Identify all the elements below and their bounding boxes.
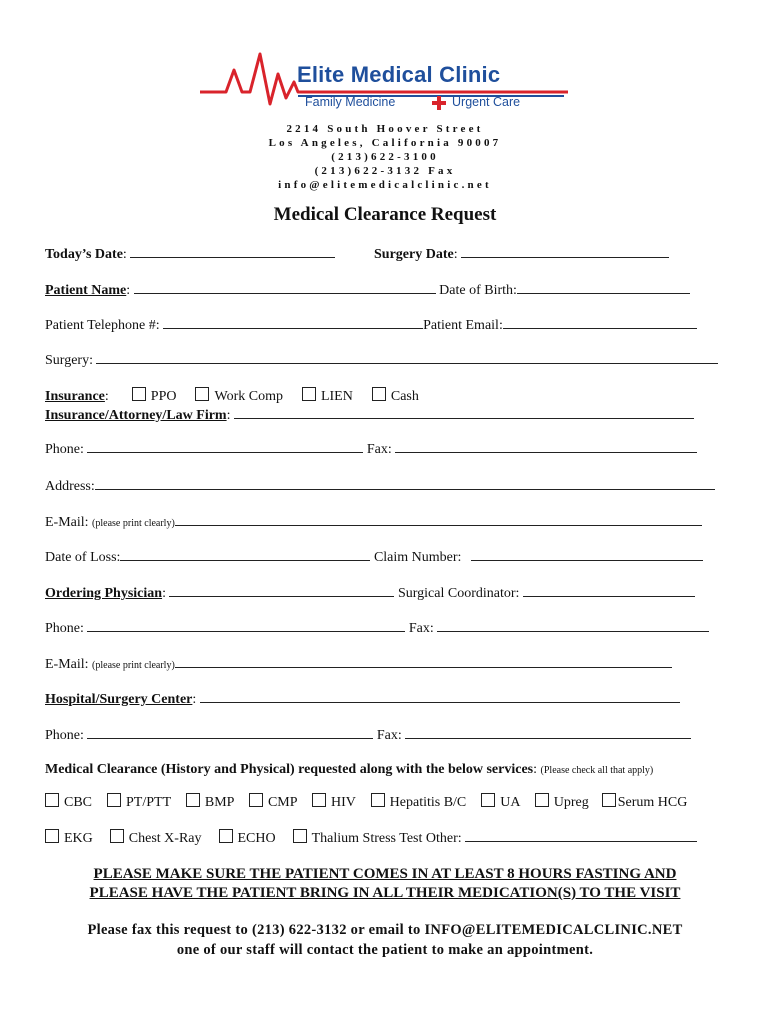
address-street: 2214 South Hoover Street <box>286 123 484 135</box>
fax-instruction-line-2: one of our staff will contact the patient to make an appointment. <box>176 942 594 958</box>
thalium-stress-test-checkbox[interactable] <box>293 829 307 843</box>
ekg-checkbox[interactable] <box>45 829 59 843</box>
clinic-fax: (213)622-3132 Fax <box>314 165 456 177</box>
cbc-label: CBC <box>64 795 93 810</box>
services-row-1 <box>45 793 687 811</box>
logo-subtitle-family-medicine: Family Medicine <box>305 95 396 109</box>
ua-checkbox[interactable] <box>481 793 495 807</box>
patient-name-row: Patient Name: Date of Birth: <box>45 281 690 299</box>
ordering-physician-field[interactable] <box>169 584 394 597</box>
logo-title: Elite Medical Clinic <box>297 62 501 87</box>
hospital-phone-label: Phone: <box>45 728 84 743</box>
chest-xray-checkbox[interactable] <box>110 829 124 843</box>
surgery-date-row: Surgery Date: <box>374 245 669 263</box>
patient-telephone-label: Patient Telephone #: <box>45 318 160 333</box>
patient-name-field[interactable] <box>134 281 436 294</box>
lien-checkbox[interactable] <box>302 387 316 401</box>
surgical-coordinator-field[interactable] <box>523 584 695 597</box>
echo-label: ECHO <box>237 831 276 846</box>
firm-email-label: E-Mail: <box>45 515 89 530</box>
hospital-phone-row <box>45 726 691 744</box>
work-comp-checkbox[interactable] <box>195 387 209 401</box>
lien-label: LIEN <box>320 389 353 404</box>
other-label: Other: <box>425 831 462 846</box>
address-city: Los Angeles, California 90007 <box>268 137 502 149</box>
cash-label: Cash <box>390 389 419 404</box>
hospital-label: Hospital/Surgery Center <box>45 692 193 707</box>
echo-checkbox[interactable] <box>219 829 233 843</box>
insurance-firm-row: Insurance/Attorney/Law Firm: <box>45 406 694 424</box>
serum-hcg-checkbox[interactable] <box>602 793 616 807</box>
dob-label: Date of Birth: <box>439 283 517 298</box>
cmp-label: CMP <box>267 795 298 810</box>
firm-phone-row <box>45 440 697 458</box>
firm-phone-field[interactable] <box>87 440 363 453</box>
dob-field[interactable] <box>517 281 690 294</box>
hospital-field[interactable] <box>200 690 680 703</box>
patient-email-field[interactable] <box>503 316 697 329</box>
patient-name-label: Patient Name <box>45 283 127 298</box>
date-of-loss-label: Date of Loss: <box>45 550 121 565</box>
fax-instruction-line-1: Please fax this request to (213) 622-3132 or email to INFO@ELITEMEDICALCLINIC.NET <box>87 922 683 938</box>
physician-phone-row <box>45 619 709 637</box>
surgery-label: Surgery: <box>45 353 93 368</box>
work-comp-label: Work Comp <box>214 389 283 404</box>
clinic-email: info@elitemedicalclinic.net <box>278 179 492 191</box>
pt-ptt-checkbox[interactable] <box>107 793 121 807</box>
fasting-notice-line-1: PLEASE MAKE SURE THE PATIENT COMES IN AT LEAST 8 HOURS FASTING AND <box>93 866 677 882</box>
insurance-firm-field[interactable] <box>234 406 694 419</box>
logo-subtitle-urgent-care: Urgent Care <box>452 95 521 109</box>
claim-number-field[interactable] <box>471 548 703 561</box>
insurance-label: Insurance <box>45 389 105 404</box>
pt-ptt-label: PT/PTT <box>126 795 171 810</box>
address-label: Address: <box>45 479 95 494</box>
insurance-firm-label: Insurance/Attorney/Law Firm <box>45 408 227 423</box>
surgery-date-field[interactable] <box>461 245 669 258</box>
chest-xray-label: Chest X-Ray <box>128 831 202 846</box>
surgery-date-label: Surgery Date <box>374 247 454 262</box>
date-of-loss-field[interactable] <box>120 548 370 561</box>
bmp-label: BMP <box>204 795 234 810</box>
address-row <box>45 477 715 495</box>
clinic-phone: (213)622-3100 <box>331 151 439 163</box>
surgery-row <box>45 351 718 369</box>
services-note: (Please check all that apply) <box>540 765 654 776</box>
todays-date-row: Today’s Date: <box>45 245 335 263</box>
surgical-coordinator-label: Surgical Coordinator: <box>397 586 520 601</box>
thalium-stress-test-label: Thalium Stress Test <box>311 831 423 846</box>
address-field[interactable] <box>95 477 715 490</box>
physician-fax-field[interactable] <box>437 619 709 632</box>
ppo-checkbox[interactable] <box>132 387 146 401</box>
firm-email-row <box>45 513 702 532</box>
surgery-field[interactable] <box>96 351 718 364</box>
hospital-phone-field[interactable] <box>87 726 373 739</box>
date-of-loss-row <box>45 548 703 566</box>
hepatitis-checkbox[interactable] <box>371 793 385 807</box>
bmp-checkbox[interactable] <box>186 793 200 807</box>
hospital-fax-label: Fax: <box>376 728 402 743</box>
physician-fax-label: Fax: <box>408 621 434 636</box>
hospital-fax-field[interactable] <box>405 726 691 739</box>
hiv-checkbox[interactable] <box>312 793 326 807</box>
serum-hcg-label: Serum HCG <box>617 795 688 810</box>
patient-telephone-field[interactable] <box>163 316 423 329</box>
firm-fax-label: Fax: <box>366 442 392 457</box>
physician-email-field[interactable] <box>175 655 672 668</box>
upreg-label: Upreg <box>553 795 589 810</box>
ordering-physician-label: Ordering Physician <box>45 586 163 601</box>
ua-label: UA <box>500 795 520 810</box>
services-heading-row: Medical Clearance (History and Physical) requested along with the below services: (Please check all that apply) <box>45 762 654 777</box>
ppo-label: PPO <box>150 389 177 404</box>
todays-date-label: Today’s Date <box>45 247 123 262</box>
hepatitis-label: Hepatitis B/C <box>389 795 467 810</box>
services-label: Medical Clearance (History and Physical) requested along with the below services <box>45 762 534 777</box>
cmp-checkbox[interactable] <box>249 793 263 807</box>
todays-date-field[interactable] <box>130 245 335 258</box>
other-field[interactable] <box>465 829 697 842</box>
physician-phone-label: Phone: <box>45 621 84 636</box>
red-cross-icon <box>432 96 446 110</box>
physician-email-label: E-Mail: <box>45 657 89 672</box>
physician-phone-field[interactable] <box>87 619 405 632</box>
firm-fax-field[interactable] <box>395 440 697 453</box>
firm-phone-label: Phone: <box>45 442 84 457</box>
patient-telephone-row <box>45 316 697 334</box>
firm-email-note: (please print clearly) <box>92 518 175 529</box>
cash-checkbox[interactable] <box>372 387 386 401</box>
physician-email-note: (please print clearly) <box>92 660 175 671</box>
form-title: Medical Clearance Request <box>273 204 497 225</box>
ordering-physician-row: Ordering Physician: Surgical Coordinator: <box>45 584 695 602</box>
claim-number-label: Claim Number: <box>373 550 462 565</box>
hospital-row: Hospital/Surgery Center: <box>45 690 680 708</box>
insurance-row: Insurance: PPO Work Comp LIEN Cash <box>45 389 419 404</box>
fasting-notice-line-2: PLEASE HAVE THE PATIENT BRING IN ALL THEIR MEDICATION(S) TO THE VISIT <box>89 885 681 901</box>
firm-email-field[interactable] <box>175 513 702 526</box>
cbc-checkbox[interactable] <box>45 793 59 807</box>
physician-email-row <box>45 655 672 674</box>
patient-email-label: Patient Email: <box>423 318 503 333</box>
upreg-checkbox[interactable] <box>535 793 549 807</box>
ekg-label: EKG <box>64 831 93 846</box>
hiv-label: HIV <box>331 795 356 810</box>
services-row-2 <box>45 829 697 847</box>
